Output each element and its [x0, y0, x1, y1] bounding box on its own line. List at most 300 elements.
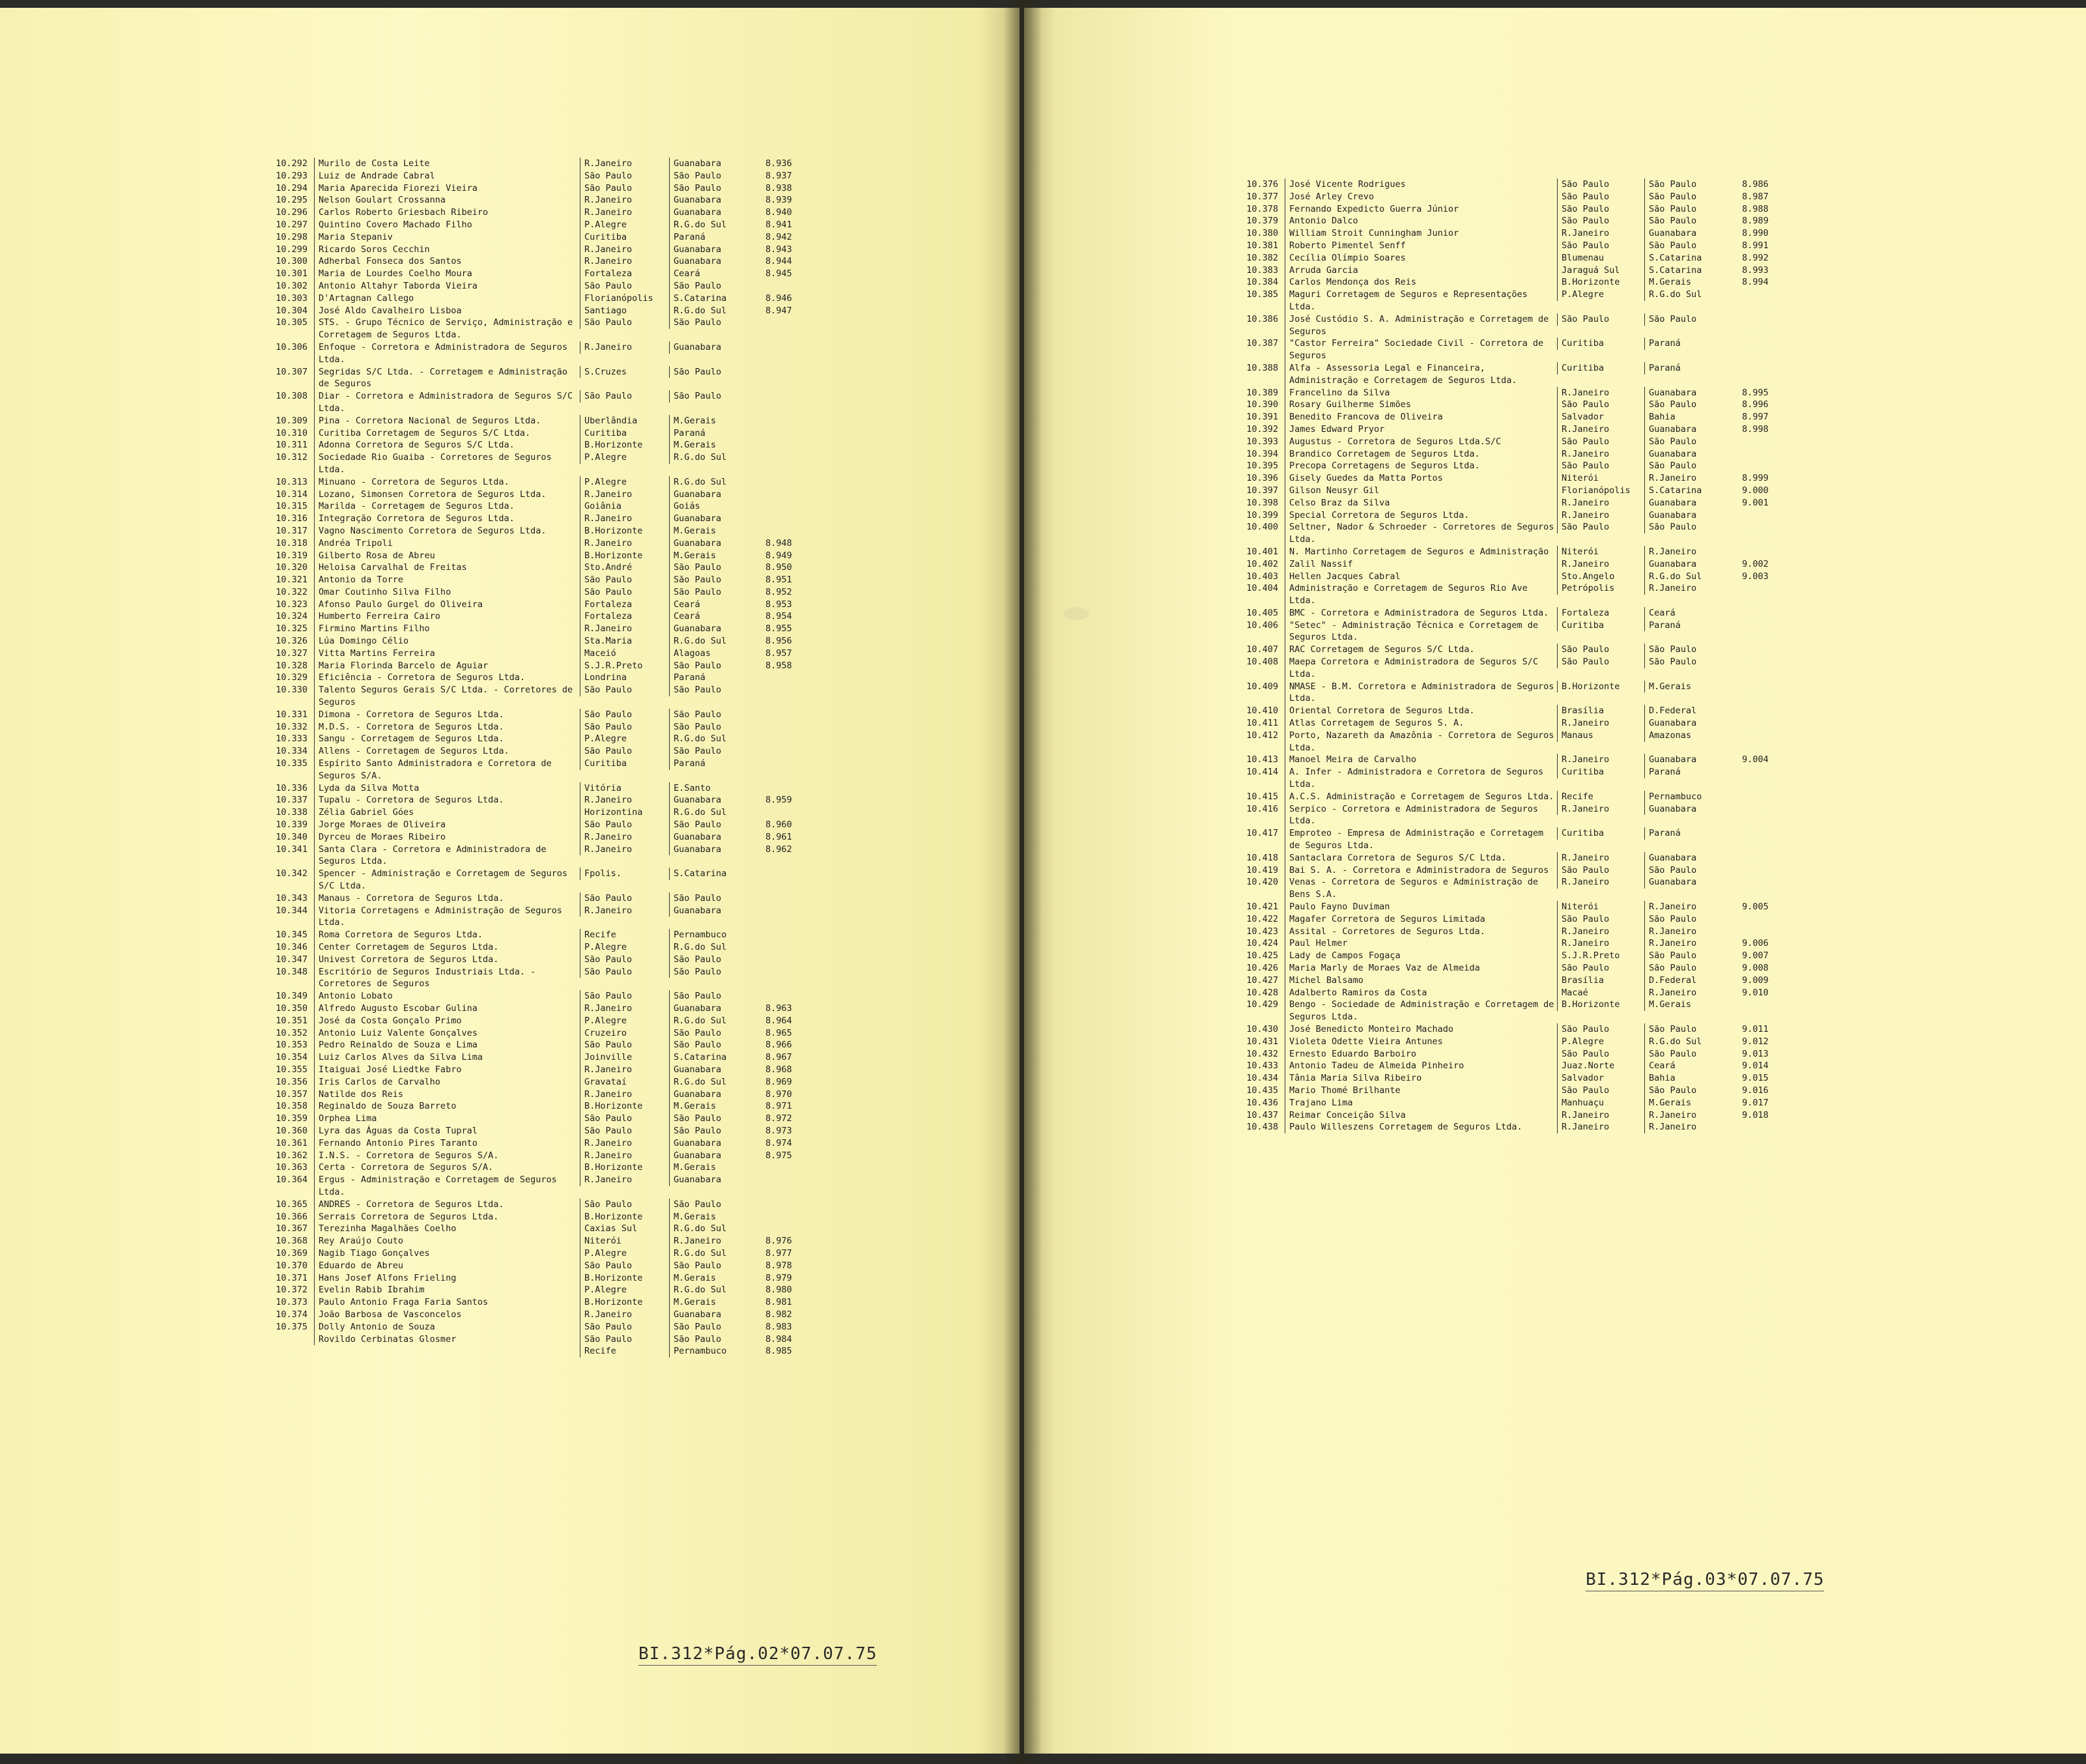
list-item: [267, 660, 840, 672]
broker-name: Carlos Roberto Griesbach Ribeiro: [314, 206, 580, 219]
list-item: [267, 1260, 840, 1272]
city: Fortaleza: [1557, 607, 1644, 619]
city: São Paulo: [580, 182, 669, 195]
state: São Paulo: [669, 954, 759, 966]
list-item: [267, 966, 840, 991]
broker-name: Rosary Guilherme Simões: [1285, 399, 1557, 411]
registration-number: 10.377: [1246, 191, 1278, 202]
state: Guanabara: [1644, 448, 1736, 461]
broker-name: Talento Seguros Gerais S/C Ltda. - Corretores de Seguros: [314, 684, 580, 709]
state: R.G.do Sul: [669, 476, 759, 489]
list-item: [267, 1015, 840, 1027]
certificate-number: 8.990: [1742, 228, 1769, 239]
list-item: [267, 1223, 840, 1235]
city: Fortaleza: [580, 599, 669, 611]
registration-number: 10.335: [276, 758, 307, 769]
certificate-number: 9.002: [1742, 558, 1769, 569]
broker-name: Roma Corretora de Seguros Ltda.: [314, 929, 580, 941]
state: São Paulo: [1644, 399, 1736, 411]
list-item: [267, 268, 840, 280]
city: P.Alegre: [580, 1015, 669, 1027]
city: São Paulo: [580, 574, 669, 586]
registration-number: 10.410: [1246, 705, 1278, 717]
city: Niterói: [1557, 901, 1644, 913]
registration-number: 10.359: [276, 1113, 307, 1124]
city: Recife: [580, 929, 669, 941]
state: R.G.do Sul: [669, 806, 759, 819]
broker-name: José Aldo Cavalheiro Lisboa: [314, 305, 580, 317]
list-item: [267, 721, 840, 733]
registration-number: 10.396: [1246, 473, 1278, 484]
broker-name: Alfredo Augusto Escobar Gulina: [314, 1003, 580, 1015]
certificate-number: 8.944: [765, 256, 792, 267]
state: R.G.do Sul: [669, 941, 759, 954]
broker-name: Maria Marly de Moraes Vaz de Almeida: [1285, 962, 1557, 974]
registration-number: 10.376: [1246, 179, 1278, 190]
city: R.Janeiro: [580, 244, 669, 256]
list-item: [1238, 203, 1935, 216]
registration-number: 10.388: [1246, 362, 1278, 373]
state: R.Janeiro: [1644, 1109, 1736, 1122]
broker-name: Andréa Tripoli: [314, 537, 580, 550]
broker-name: Francelino da Silva: [1285, 387, 1557, 399]
registration-number: 10.431: [1246, 1036, 1278, 1047]
registration-number: 10.387: [1246, 338, 1278, 349]
broker-name: Maria de Lourdes Coelho Moura: [314, 268, 580, 280]
state: São Paulo: [1644, 950, 1736, 962]
certificate-number: 8.964: [765, 1015, 792, 1026]
registration-number: 10.368: [276, 1236, 307, 1247]
state: Guanabara: [1644, 509, 1736, 522]
registration-number: 10.384: [1246, 277, 1278, 288]
broker-name: Vagno Nascimento Corretora de Seguros Ltda.: [314, 525, 580, 537]
list-item: [1238, 485, 1935, 497]
registration-number: 10.371: [276, 1272, 307, 1283]
city: R.Janeiro: [580, 1064, 669, 1076]
broker-name: STS. - Grupo Técnico de Serviço, Administração e Corretagem de Seguros Ltda.: [314, 317, 580, 341]
registration-number: 10.424: [1246, 938, 1278, 949]
registration-number: 10.343: [276, 892, 307, 903]
certificate-number: 8.966: [765, 1040, 792, 1051]
city: São Paulo: [580, 1125, 669, 1137]
list-item: [267, 158, 840, 170]
city: B.Horizonte: [1557, 999, 1644, 1011]
city: Vitória: [580, 782, 669, 795]
broker-name: Serpico - Corretora e Administradora de Seguros Ltda.: [1285, 803, 1557, 828]
state: M.Gerais: [1644, 1097, 1736, 1109]
city: R.Janeiro: [580, 1150, 669, 1162]
broker-name: Curitiba Corretagem de Seguros S/C Ltda.: [314, 427, 580, 440]
state: São Paulo: [669, 990, 759, 1003]
state: Ceará: [1644, 1060, 1736, 1072]
broker-name: Benedito Francova de Oliveira: [1285, 411, 1557, 423]
registration-number: 10.386: [1246, 313, 1278, 324]
state: Amazonas: [1644, 730, 1736, 742]
broker-name: Sociedade Rio Guaiba - Corretores de Seguros Ltda.: [314, 451, 580, 476]
state: Guanabara: [669, 244, 759, 256]
registration-number: 10.409: [1246, 681, 1278, 692]
certificate-number: 9.012: [1742, 1036, 1769, 1047]
city: Fortaleza: [580, 268, 669, 280]
broker-name: Nagib Tiago Gonçalves: [314, 1247, 580, 1260]
broker-name: Paulo Fayno Duviman: [1285, 901, 1557, 913]
registration-number: 10.294: [276, 182, 307, 193]
certificate-number: 9.005: [1742, 902, 1769, 913]
paper-stain: [1063, 607, 1089, 620]
registration-number: 10.305: [276, 317, 307, 328]
state: São Paulo: [1644, 521, 1736, 533]
state: Paraná: [1644, 619, 1736, 632]
registration-number: 10.393: [1246, 436, 1278, 447]
city: R.Janeiro: [1557, 448, 1644, 461]
city: São Paulo: [1557, 913, 1644, 926]
broker-name: Santa Clara - Corretora e Administradora de Seguros Ltda.: [314, 844, 580, 868]
list-item: [1238, 681, 1935, 705]
registration-number: 10.306: [276, 341, 307, 352]
registration-number: 10.362: [276, 1150, 307, 1161]
registration-number: 10.328: [276, 660, 307, 671]
list-item: [1238, 436, 1935, 448]
city: R.Janeiro: [580, 537, 669, 550]
registration-number: 10.429: [1246, 999, 1278, 1010]
state: Pernambuco: [1644, 791, 1736, 803]
broker-name: Hellen Jacques Cabral: [1285, 571, 1557, 583]
list-item: [1238, 791, 1935, 803]
city: Jaraguá Sul: [1557, 264, 1644, 277]
list-item: [267, 990, 840, 1003]
certificate-number: 8.956: [765, 636, 792, 647]
registration-number: 10.336: [276, 782, 307, 793]
city: R.Janeiro: [580, 623, 669, 635]
city: R.Janeiro: [580, 513, 669, 525]
list-item: [1238, 1060, 1935, 1072]
state: Guanabara: [669, 255, 759, 268]
registration-number: 10.401: [1246, 546, 1278, 557]
broker-name: Dolly Antonio de Souza: [314, 1321, 580, 1333]
state: Goiás: [669, 500, 759, 513]
city: B.Horizonte: [1557, 276, 1644, 289]
certificate-number: 8.948: [765, 537, 792, 548]
broker-name: Segridas S/C Ltda. - Corretagem e Administração de Seguros: [314, 366, 580, 391]
city: São Paulo: [1557, 191, 1644, 203]
broker-name: Orphea Lima: [314, 1113, 580, 1125]
state: São Paulo: [669, 562, 759, 574]
state: São Paulo: [669, 586, 759, 599]
registration-number: 10.391: [1246, 412, 1278, 423]
list-item: [267, 892, 840, 905]
city: Curitiba: [1557, 766, 1644, 778]
registration-number: 10.399: [1246, 509, 1278, 520]
city: R.Janeiro: [1557, 1121, 1644, 1133]
broker-name: Antonio Altahyr Taborda Vieira: [314, 280, 580, 292]
certificate-number: 8.993: [1742, 264, 1769, 276]
list-item: [1238, 876, 1935, 901]
certificate-number: 8.979: [765, 1272, 792, 1283]
state: Guanabara: [669, 206, 759, 219]
state: São Paulo: [1644, 240, 1736, 252]
certificate-number: 8.961: [765, 831, 792, 842]
city: R.Janeiro: [580, 1309, 669, 1321]
list-item: [267, 954, 840, 966]
list-item: [267, 1125, 840, 1137]
broker-name: Roberto Pimentel Senff: [1285, 240, 1557, 252]
broker-name: I.N.S. - Corretora de Seguros S/A.: [314, 1150, 580, 1162]
state: R.G.do Sul: [669, 1015, 759, 1027]
registration-number: 10.301: [276, 268, 307, 279]
list-item: [267, 390, 840, 415]
registration-number: 10.348: [276, 966, 307, 977]
registration-number: 10.420: [1246, 877, 1278, 888]
city: P.Alegre: [1557, 289, 1644, 301]
list-item: [267, 1333, 840, 1346]
registration-number: 10.411: [1246, 718, 1278, 729]
registration-number: 10.316: [276, 513, 307, 524]
registration-number: 10.315: [276, 501, 307, 512]
state: Paraná: [669, 672, 759, 684]
registration-number: 10.423: [1246, 926, 1278, 937]
city: R.Janeiro: [580, 794, 669, 806]
certificate-number: 9.014: [1742, 1060, 1769, 1072]
list-item: [267, 586, 840, 599]
list-item: [1238, 178, 1935, 191]
list-item: [1238, 607, 1935, 619]
registration-number: 10.311: [276, 440, 307, 451]
state: M.Gerais: [1644, 276, 1736, 289]
state: R.Janeiro: [1644, 582, 1736, 595]
broker-name: Nelson Goulart Crossanna: [314, 194, 580, 206]
list-item: [267, 244, 840, 256]
registration-number: 10.334: [276, 746, 307, 757]
registration-number: 10.406: [1246, 619, 1278, 631]
registration-number: 10.352: [276, 1027, 307, 1038]
state: Guanabara: [669, 513, 759, 525]
state: Ceará: [669, 610, 759, 623]
city: Niterói: [580, 1235, 669, 1247]
city: São Paulo: [1557, 240, 1644, 252]
certificate-number: 8.995: [1742, 387, 1769, 398]
city: Niterói: [1557, 472, 1644, 485]
list-item: [1238, 1085, 1935, 1097]
state: M.Gerais: [669, 1161, 759, 1174]
broker-name: Pedro Reinaldo de Souza e Lima: [314, 1039, 580, 1051]
city: Manhuaçu: [1557, 1097, 1644, 1109]
broker-name: Maria Stepaniv: [314, 231, 580, 244]
state: M.Gerais: [669, 439, 759, 451]
list-item: [1238, 558, 1935, 571]
broker-name: Bai S. A. - Corretora e Administradora de Seguros: [1285, 864, 1557, 877]
broker-name: Lyda da Silva Motta: [314, 782, 580, 795]
state: Paraná: [669, 231, 759, 244]
list-item: [1238, 705, 1935, 717]
broker-name: Cecília Olímpio Soares: [1285, 252, 1557, 264]
broker-name: Pina - Corretora Nacional de Seguros Ltda.: [314, 415, 580, 427]
registration-list-left: [267, 158, 840, 1358]
list-item: [1238, 852, 1935, 864]
list-item: [1238, 252, 1935, 264]
list-item: [267, 562, 840, 574]
registration-number: 10.432: [1246, 1048, 1278, 1059]
broker-name: N. Martinho Corretagem de Seguros e Administração: [1285, 546, 1557, 558]
list-item: [1238, 937, 1935, 950]
registration-number: 10.426: [1246, 963, 1278, 973]
list-item: [267, 610, 840, 623]
city: Florianópolis: [1557, 485, 1644, 497]
registration-number: 10.413: [1246, 754, 1278, 765]
broker-name: Heloisa Carvalhal de Freitas: [314, 562, 580, 574]
list-item: [267, 1039, 840, 1051]
state: Guanabara: [1644, 717, 1736, 730]
broker-name: Paul Helmer: [1285, 937, 1557, 950]
certificate-number: 8.974: [765, 1137, 792, 1148]
broker-name: Lyra das Águas da Costa Tupral: [314, 1125, 580, 1137]
registration-number: 10.375: [276, 1321, 307, 1332]
city: P.Alegre: [580, 733, 669, 745]
list-item: [267, 513, 840, 525]
broker-name: Paulo Antonio Fraga Faria Santos: [314, 1296, 580, 1309]
city: R.Janeiro: [1557, 497, 1644, 509]
certificate-number: 9.000: [1742, 485, 1769, 496]
city: R.Janeiro: [580, 489, 669, 501]
list-item: [1238, 191, 1935, 203]
broker-name: Adalberto Ramiros da Costa: [1285, 987, 1557, 999]
broker-name: Enfoque - Corretora e Administradora de Seguros Ltda.: [314, 341, 580, 366]
registration-number: 10.392: [1246, 423, 1278, 434]
city: Caxias Sul: [580, 1223, 669, 1235]
city: São Paulo: [580, 1113, 669, 1125]
state: São Paulo: [1644, 913, 1736, 926]
registration-number: 10.307: [276, 366, 307, 377]
certificate-number: 8.945: [765, 268, 792, 279]
city: São Paulo: [580, 317, 669, 329]
city: B.Horizonte: [580, 439, 669, 451]
registration-number: 10.361: [276, 1137, 307, 1148]
broker-name: Ernesto Eduardo Barboiro: [1285, 1048, 1557, 1060]
registration-number: 10.363: [276, 1162, 307, 1173]
city: São Paulo: [580, 1039, 669, 1051]
city: Sto.Angelo: [1557, 571, 1644, 583]
state: São Paulo: [669, 280, 759, 292]
city: R.Janeiro: [1557, 558, 1644, 571]
state: M.Gerais: [669, 1272, 759, 1285]
city: Curitiba: [1557, 619, 1644, 632]
state: Guanabara: [1644, 423, 1736, 436]
city: Curitiba: [1557, 337, 1644, 350]
certificate-number: 8.991: [1742, 240, 1769, 251]
broker-name: Violeta Odette Vieira Antunes: [1285, 1036, 1557, 1048]
city: São Paulo: [580, 966, 669, 978]
list-item: [267, 341, 840, 366]
certificate-number: 8.978: [765, 1260, 792, 1271]
broker-name: M.D.S. - Corretora de Seguros Ltda.: [314, 721, 580, 733]
registration-number: 10.360: [276, 1125, 307, 1136]
certificate-number: 8.981: [765, 1297, 792, 1308]
city: São Paulo: [1557, 313, 1644, 326]
state: São Paulo: [669, 721, 759, 733]
city: Recife: [1557, 791, 1644, 803]
list-item: [1238, 827, 1935, 852]
registration-number: 10.338: [276, 807, 307, 818]
state: São Paulo: [669, 170, 759, 182]
list-item: [1238, 264, 1935, 277]
registration-number: 10.347: [276, 954, 307, 965]
list-item: [267, 317, 840, 341]
list-item: [267, 415, 840, 427]
list-item: [1238, 1109, 1935, 1122]
list-item: [267, 206, 840, 219]
broker-name: Espírito Santo Administradora e Corretora de Seguros S/A.: [314, 758, 580, 782]
state: Paraná: [1644, 827, 1736, 840]
state: S.Catarina: [669, 868, 759, 880]
broker-name: Precopa Corretagens de Seguros Ltda.: [1285, 460, 1557, 472]
certificate-number: 8.997: [1742, 412, 1769, 423]
city: P.Alegre: [580, 451, 669, 464]
broker-name: Maepa Corretora e Administradora de Seguros S/C Ltda.: [1285, 656, 1557, 681]
registration-number: 10.421: [1246, 902, 1278, 913]
list-item: [1238, 472, 1935, 485]
city: São Paulo: [580, 819, 669, 831]
certificate-number: 8.954: [765, 611, 792, 622]
city: Juaz.Norte: [1557, 1060, 1644, 1072]
certificate-number: 8.937: [765, 170, 792, 181]
registration-number: 10.408: [1246, 657, 1278, 668]
city: São Paulo: [1557, 521, 1644, 533]
list-item: [267, 819, 840, 831]
registration-number: 10.415: [1246, 791, 1278, 802]
city: S.Cruzes: [580, 366, 669, 378]
state: Guanabara: [669, 1064, 759, 1076]
broker-name: José Custódio S. A. Administração e Corretagem de Seguros: [1285, 313, 1557, 338]
certificate-number: 8.950: [765, 562, 792, 573]
broker-name: Tânia Maria Silva Ribeiro: [1285, 1072, 1557, 1085]
list-item: [267, 782, 840, 795]
city: São Paulo: [580, 586, 669, 599]
list-item: [1238, 313, 1935, 338]
list-item: [1238, 227, 1935, 240]
broker-name: Maria Florinda Barcelo de Aguiar: [314, 660, 580, 672]
state: São Paulo: [669, 660, 759, 672]
list-item: [1238, 1023, 1935, 1036]
broker-name: Jorge Moraes de Oliveira: [314, 819, 580, 831]
broker-name: Minuano - Corretora de Seguros Ltda.: [314, 476, 580, 489]
registration-number: 10.365: [276, 1199, 307, 1210]
city: Salvador: [1557, 411, 1644, 423]
state: S.Catarina: [669, 292, 759, 305]
city: R.Janeiro: [1557, 227, 1644, 240]
city: Horizontina: [580, 806, 669, 819]
state: Guanabara: [669, 537, 759, 550]
city: R.Janeiro: [1557, 803, 1644, 816]
state: R.G.do Sul: [669, 1247, 759, 1260]
registration-number: 10.353: [276, 1040, 307, 1051]
list-item: [1238, 619, 1935, 644]
registration-number: 10.427: [1246, 974, 1278, 986]
registration-number: 10.322: [276, 586, 307, 597]
list-item: [267, 427, 840, 440]
list-item: [1238, 901, 1935, 913]
list-item: [1238, 926, 1935, 938]
state: R.G.do Sul: [669, 635, 759, 647]
city: São Paulo: [1557, 436, 1644, 448]
city: São Paulo: [580, 954, 669, 966]
registration-number: 10.341: [276, 844, 307, 855]
registration-number: 10.297: [276, 219, 307, 230]
certificate-number: 8.987: [1742, 191, 1769, 202]
list-item: [267, 1211, 840, 1223]
registration-number: 10.425: [1246, 950, 1278, 961]
broker-name: Vitta Martins Ferreira: [314, 647, 580, 660]
registration-number: 10.314: [276, 489, 307, 500]
registration-number: 10.403: [1246, 571, 1278, 582]
